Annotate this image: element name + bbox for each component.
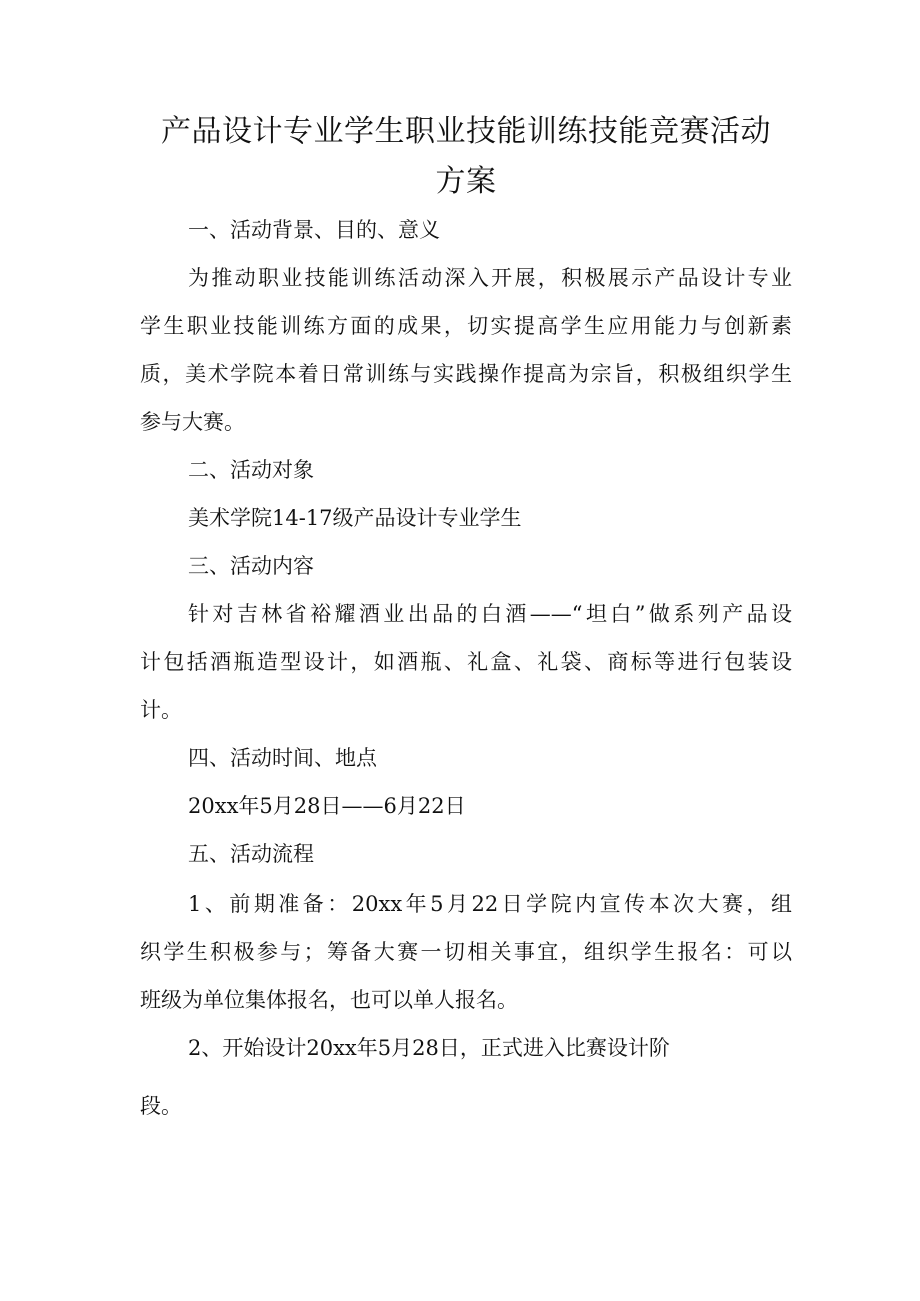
document-title-line-2: 方案 xyxy=(435,164,497,199)
paragraph-background-line-3: 质，美术学院本着日常训练与实践操作提高为宗旨，积极组织学生 xyxy=(140,362,792,386)
paragraph-background-line-4: 参与大赛。 xyxy=(140,410,245,434)
process-step-1-line-3: 班级为单位集体报名，也可以单人报名。 xyxy=(140,988,518,1012)
paragraph-time-place: 20xx年5月28日——6月22日 xyxy=(188,794,466,818)
paragraph-background-line-1: 为推动职业技能训练活动深入开展，积极展示产品设计专业 xyxy=(188,266,792,290)
section-heading-background: 一、活动背景、目的、意义 xyxy=(188,218,440,242)
section-heading-content: 三、活动内容 xyxy=(188,554,314,578)
paragraph-content-line-1: 针对吉林省裕耀酒业出品的白酒——“坦白”做系列产品设 xyxy=(188,602,792,626)
section-heading-time-place: 四、活动时间、地点 xyxy=(188,746,377,770)
document-title-line-1: 产品设计专业学生职业技能训练技能竞赛活动 xyxy=(161,114,771,149)
process-step-1-line-2: 织学生积极参与；筹备大赛一切相关事宜，组织学生报名：可以 xyxy=(140,940,792,964)
paragraph-content-line-3: 计。 xyxy=(140,698,182,722)
section-heading-participants: 二、活动对象 xyxy=(188,458,314,482)
section-heading-process: 五、活动流程 xyxy=(188,842,314,866)
paragraph-background-line-2: 学生职业技能训练方面的成果，切实提高学生应用能力与创新素 xyxy=(140,314,792,338)
paragraph-content-line-2: 计包括酒瓶造型设计，如酒瓶、礼盒、礼袋、商标等进行包装设 xyxy=(140,650,792,674)
process-step-2-line-2: 段。 xyxy=(140,1094,182,1118)
process-step-2-line-1: 2、开始设计20xx年5月28日，正式进入比赛设计阶 xyxy=(188,1036,670,1060)
process-step-1-line-1: 1、前期准备：20xx年5月22日学院内宣传本次大赛，组 xyxy=(188,892,792,916)
paragraph-participants: 美术学院14-17级产品设计专业学生 xyxy=(188,506,522,530)
